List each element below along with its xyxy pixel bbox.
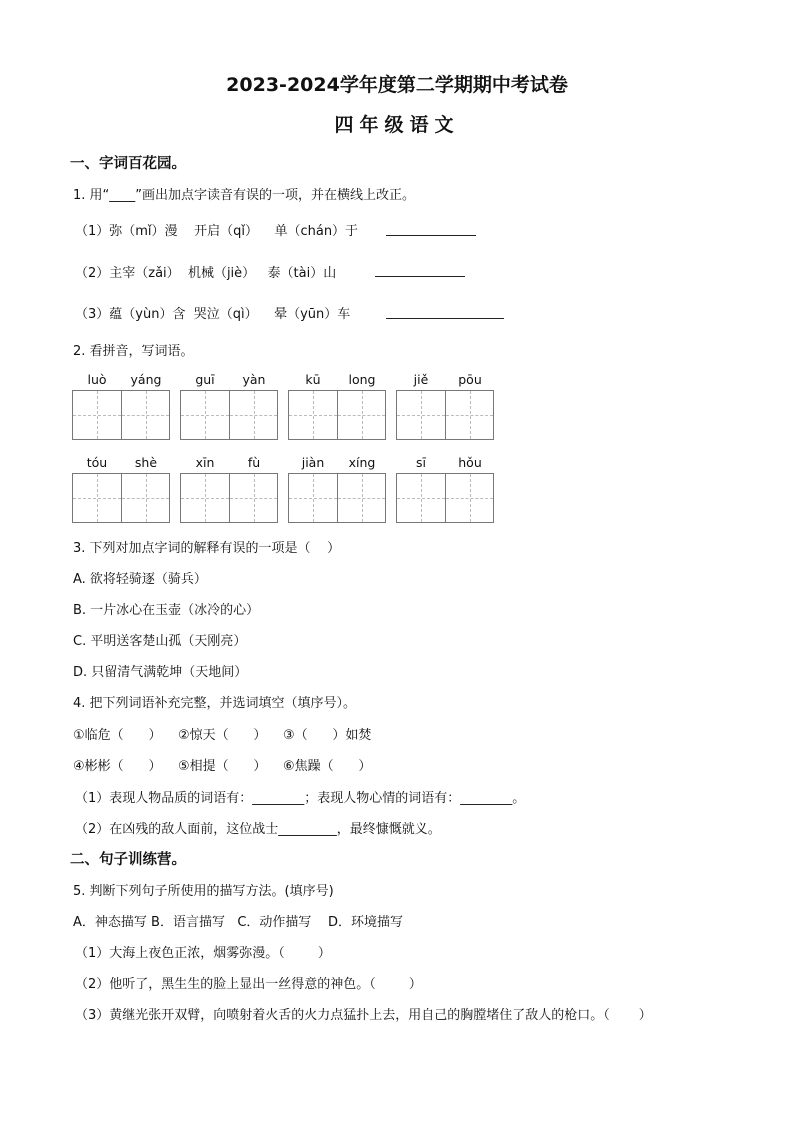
pinyin-label: guī: [195, 372, 215, 387]
writing-grid[interactable]: [288, 390, 386, 440]
pinyin-label: jiě: [413, 372, 429, 387]
q3-option-b: B. 一片冰心在玉壶（冰冷的心）: [73, 603, 260, 618]
pinyin-label: jiàn: [301, 455, 325, 470]
pinyin-label: xíng: [348, 455, 376, 470]
section-1-heading: 一、字词百花园。: [70, 156, 186, 172]
pinyin-label: yáng: [130, 372, 162, 387]
q5-prompt: 5. 判断下列句子所使用的描写方法。(填序号): [73, 884, 334, 899]
q4-subquestion-2: （2）在凶残的敌人面前，这位战士_________，最终慷慨就义。: [75, 822, 441, 837]
q3-option-a: A. 欲将轻骑逐（骑兵）: [73, 572, 207, 587]
writing-grid[interactable]: [396, 390, 494, 440]
pinyin-label: luò: [87, 372, 107, 387]
writing-grid[interactable]: [72, 390, 170, 440]
pinyin-label: kū: [305, 372, 321, 387]
exam-title: 2023-2024学年度第二学期期中考试卷: [226, 74, 568, 96]
pinyin-label: sī: [416, 455, 426, 470]
q5-options: A．神态描写 B．语言描写 C．动作描写 D．环境描写: [73, 915, 403, 930]
pinyin-label: tóu: [86, 455, 108, 470]
q1-prompt: 1. 用“____”画出加点字读音有误的一项，并在横线上改正。: [73, 188, 416, 203]
q1-item-1: （1）弥（mǐ）漫 开启（qǐ） 单（chán）于: [75, 224, 359, 239]
q4-subquestion-1: （1）表现人物品质的词语有：________；表现人物心情的词语有：________。: [75, 791, 526, 806]
pinyin-label: fù: [247, 455, 261, 470]
pinyin-label: shè: [134, 455, 158, 470]
q1-answer-line-1: [386, 235, 476, 236]
pinyin-label: long: [348, 372, 376, 387]
q3-prompt: 3. 下列对加点字词的解释有误的一项是（ ）: [73, 541, 341, 556]
q1-answer-line-3: [386, 318, 504, 319]
q5-item-2: （2）他听了，黑生生的脸上显出一丝得意的神色。（ ）: [75, 977, 422, 992]
pinyin-label: yàn: [242, 372, 266, 387]
writing-grid[interactable]: [396, 473, 494, 523]
q2-prompt: 2. 看拼音，写词语。: [73, 344, 194, 359]
q4-word-row-1: ①临危（ ） ②惊天（ ） ③（ ）如焚: [73, 728, 372, 743]
q1-item-2: （2）主宰（zǎi） 机械（jiè） 泰（tài）山: [75, 266, 337, 281]
q3-option-c: C. 平明送客楚山孤（天刚亮）: [73, 634, 247, 649]
writing-grid[interactable]: [180, 473, 278, 523]
pinyin-label: xīn: [195, 455, 215, 470]
q3-option-d: D. 只留清气满乾坤（天地间）: [73, 665, 248, 680]
q1-item-3: （3）蕴（yùn）含 哭泣（qì） 晕（yūn）车: [75, 307, 351, 322]
q4-prompt: 4. 把下列词语补充完整，并选词填空（填序号）。: [73, 696, 357, 711]
section-2-heading: 二、句子训练营。: [70, 852, 186, 868]
exam-subtitle: 四年级语文: [334, 114, 460, 136]
writing-grid[interactable]: [180, 390, 278, 440]
q1-answer-line-2: [375, 276, 465, 277]
q5-item-1: （1）大海上夜色正浓，烟雾弥漫。（ ）: [75, 946, 331, 961]
writing-grid[interactable]: [288, 473, 386, 523]
q5-item-3: （3）黄继光张开双臂，向喷射着火舌的火力点猛扑上去，用自己的胸膛堵住了敌人的枪口。（ ）: [75, 1008, 652, 1023]
pinyin-label: pōu: [458, 372, 482, 387]
pinyin-label: hǒu: [458, 455, 482, 470]
writing-grid[interactable]: [72, 473, 170, 523]
q4-word-row-2: ④彬彬（ ） ⑤相提（ ） ⑥焦躁（ ）: [73, 759, 372, 774]
